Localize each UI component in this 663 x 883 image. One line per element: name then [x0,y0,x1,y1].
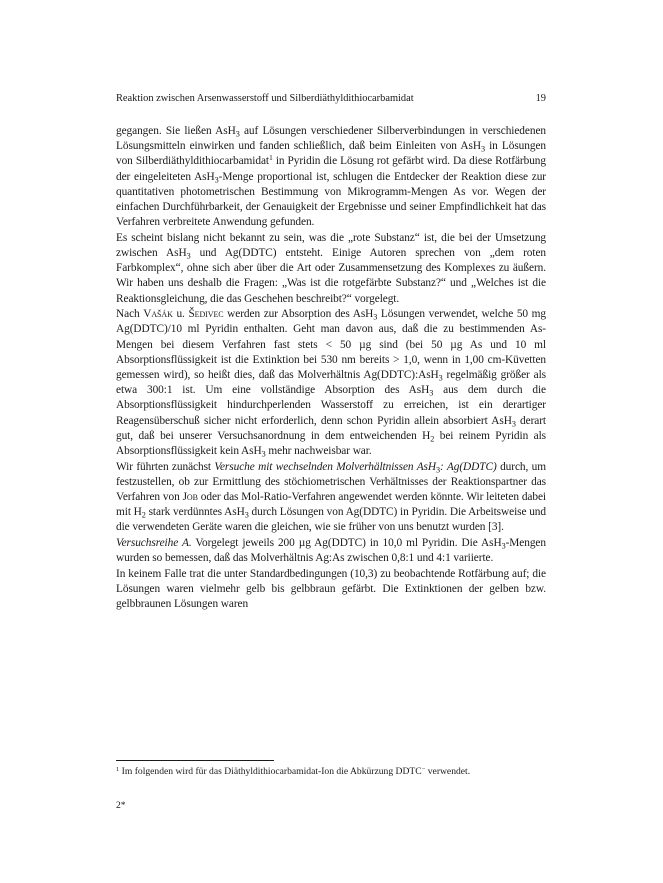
footnote-ref: 1 [268,153,273,163]
text-span: und Ag(DDTC) entsteht. Einige Autoren sprechen von „dem roten Farbkomplex“, ohne sich aber über die Art oder Zusammensetzung des Komplexes zu äußern. Wir haben uns deshalb die Fragen: „Was ist die rotgefärbte Substanz?“ und „Welches ist die Reaktionsgleichung, die das Geschehen beschreibt?“ vorgelegt. [116,247,546,305]
signature-mark: 2* [116,800,126,811]
text-span: in Lösungen von Silberdiäthyldithiocarbamidat [116,140,546,168]
subscript: 3 [436,465,440,475]
superscript: − [421,765,426,773]
paragraph-2 [116,231,546,307]
author-name: Job [182,491,198,504]
text-span: Es scheint bislang nicht bekannt zu sein, was die „rote Substanz“ ist, die bei der Umsetzung zwischen AsH [116,231,546,260]
subscript: 3 [501,541,506,551]
text-span: mehr nachweisbar war. [265,445,372,458]
text-span: aus dem durch die Absorptionsflüssigkeit hindurchperlenden Wasserstoff zu erreichen, ist ein derartiger Reagensüberschuß sicher nicht erforderlich, denn schon Pyridin allein absorbiert AsH [116,384,547,427]
subscript: 3 [429,388,434,398]
author-name: Šedivec [188,308,224,321]
footnote-mark: 1 [116,765,120,773]
paragraph-1 [116,124,546,230]
text-span: gegangen. Sie ließen AsH [116,125,236,137]
text-span: Vorgelegt jeweils 200 µg Ag(DDTC) in 10,0 ml Pyridin. Die AsH [191,537,502,550]
text-span: in Pyridin die Lösung rot gefärbt wird. Da diese Rotfärbung der eingeleiteten AsH [116,155,546,183]
footnote-text: Im folgenden wird für das Diäthyldithiocarbamidat-Ion die Abkürzung DDTC [119,766,422,777]
italic-text: Versuche mit wechselnden Molverhältnissen AsH [214,460,436,473]
subscript: 2 [430,434,435,444]
italic-text: : Ag(DDTC) [440,460,497,473]
paragraph-3 [116,307,546,459]
subscript: 3 [511,419,516,429]
text-span: oder das Mol-Ratio-Verfahren angewendet werden könnte. Wir leiteten dabei mit H [116,491,546,519]
text-span: Lösungen verwendet, welche 50 mg Ag(DDTC)/10 ml Pyridin enthalten. Geht man davon aus, daß die zu bestimmenden As-Mengen bei diesem Verfahren fast stets < 50 µg sind (bei 50 µg As und 10 ml Absorptionsflüssigkeit ist die Extinktion bei 530 nm bereits > 1,0, wenn in 1,00 cm-Küvetten gemessen wird), so heißt dies, daß das Molverhältnis Ag(DDTC):AsH [116,308,546,382]
paragraph-5 [116,536,546,566]
subscript: 3 [186,251,191,261]
subscript: 3 [438,373,443,383]
text-span: durch, um festzustellen, ob zur Ermittlung des stöchiometrischen Verhältnisses der Reaktionspartner das Verfahren von [116,460,546,504]
text-span: durch Lösungen von Ag(DDTC) in Pyridin. Die Arbeitsweise und die verwendeten Geräte waren die gleichen, wie sie früher von uns benutzt wurden [3]. [116,506,546,534]
subscript: 2 [141,510,146,520]
subscript: 3 [235,129,240,139]
text-span: Wir führten zunächst [116,460,215,473]
text-span: bei reinem Pyridin als Absorptionsflüssigkeit kein AsH [116,429,546,458]
paragraph-4 [116,460,546,536]
running-header [116,93,546,109]
footnote-rule [116,760,274,761]
subscript: 3 [261,449,266,459]
text-span: Nach [116,308,144,321]
running-title: Reaktion zwischen Arsenwasserstoff und Silberdiäthyldithiocarbamidat [116,93,414,104]
paragraph-6 [116,567,546,613]
text-span: auf Lösungen verschiedener Silberverbindungen in verschiedenen Lösungsmitteln einwirken und fanden schließlich, daß beim Einleiten von AsH [116,125,546,153]
text-span: derart gut, daß bei unserer Versuchsanordnung in dem entweichenden H [116,414,546,442]
subscript: 3 [373,312,378,322]
subscript: 3 [244,510,249,520]
text-span: werden zur Absorption des AsH [223,308,374,321]
text-span: -Menge proportional ist, schlugen die Entdecker der Reaktion diese zur quantitativen photometrischen Bestimmung von Mikrogramm-Mengen As vor. Wegen der einfachen Durchführbarkeit, der Genauigkeit der Ergebnisse und seiner Empfindlichkeit hat das Verfahren verbreitete Anwendung gefunden. [116,170,546,229]
page-number: 19 [535,93,546,104]
text-span: u. [172,308,189,321]
footnote-text: verwendet. [425,766,471,777]
text-span: In keinem Falle trat die unter Standardbedingungen (10,3) zu beobachtende Rotfärbung auf; die Lösungen waren vielmehr gelb bis gelbbraun gefärbt. Die Extinktionen der gelben bzw. gelbbraunen Lösungen waren [116,567,546,611]
text-span: -Mengen wurden so bemessen, daß das Molverhältnis Ag:As zwischen 0,8:1 und 4:1 variierte. [116,537,546,565]
subscript: 3 [214,175,219,185]
text-span: stark verdünntes AsH [145,506,245,519]
italic-text: Versuchsreihe A. [116,537,192,550]
body-text [116,124,546,613]
subscript: 3 [480,144,485,154]
footnote [116,766,546,779]
text-span: regelmäßig größer als etwa 300:1 ist. Um eine vollständige Absorption des AsH [116,369,546,397]
author-name: Vašák [143,308,173,321]
